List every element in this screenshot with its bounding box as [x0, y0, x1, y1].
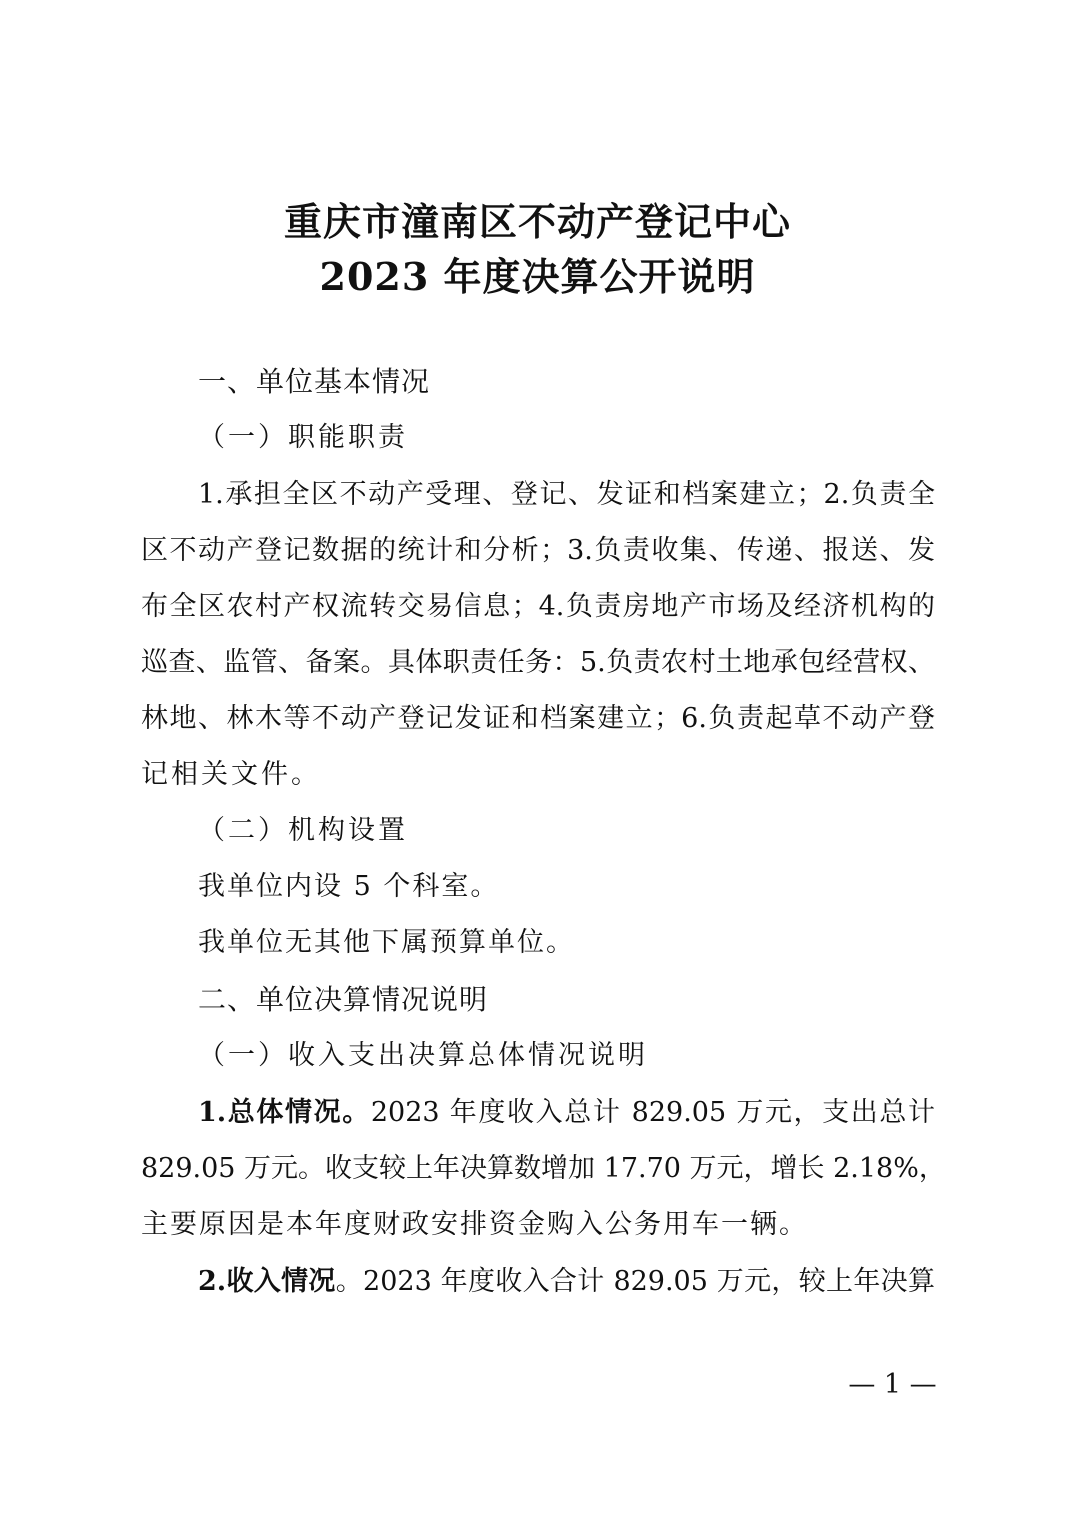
overall-line-3: 主要原因是本年度财政安排资金购入公务用车一辆。 [141, 1209, 808, 1240]
org-line-2: 我单位无其他下属预算单位。 [198, 927, 575, 958]
overall-line-1 [198, 1093, 935, 1133]
section2-sub1-heading: （一）收入支出决算总体情况说明 [198, 1040, 648, 1071]
org-line-1: 我单位内设 5 个科室。 [198, 871, 500, 902]
document-title-line2: 2023 年度决算公开说明 [319, 254, 756, 299]
income-lead: 2.收入情况 [198, 1266, 336, 1297]
section1-sub1-heading: （一）职能职责 [198, 422, 408, 453]
income-line-1 [198, 1262, 935, 1302]
overall-lead: 1.总体情况。 [198, 1097, 371, 1128]
duties-line-2: 区不动产登记数据的统计和分析；3.负责收集、传递、报送、发 [141, 535, 935, 566]
income-line-1-text: 。2023 年度收入合计 829.05 万元，较上年决算 [335, 1266, 935, 1297]
duties-line-3: 布全区农村产权流转交易信息；4.负责房地产市场及经济机构的 [141, 591, 935, 622]
duties-line-5: 林地、林木等不动产登记发证和档案建立；6.负责起草不动产登 [141, 703, 935, 734]
duties-line-4: 巡查、监管、备案。具体职责任务：5.负责农村土地承包经营权、 [141, 647, 935, 678]
document-title-line1: 重庆市潼南区不动产登记中心 [283, 199, 791, 244]
overall-line-2: 829.05 万元。收支较上年决算数增加 17.70 万元，增长 2.18%， [141, 1153, 946, 1184]
overall-line-1-text: 2023 年度收入总计 829.05 万元，支出总计 [370, 1097, 936, 1128]
section1-sub2-heading: （二）机构设置 [198, 815, 408, 846]
section2-heading: 二、单位决算情况说明 [198, 983, 489, 1016]
duties-line-6: 记相关文件。 [141, 759, 321, 790]
section1-heading: 一、单位基本情况 [198, 365, 431, 398]
duties-line-1: 1.承担全区不动产受理、登记、发证和档案建立；2.负责全 [198, 479, 935, 510]
page-number: — 1 — [848, 1369, 937, 1400]
